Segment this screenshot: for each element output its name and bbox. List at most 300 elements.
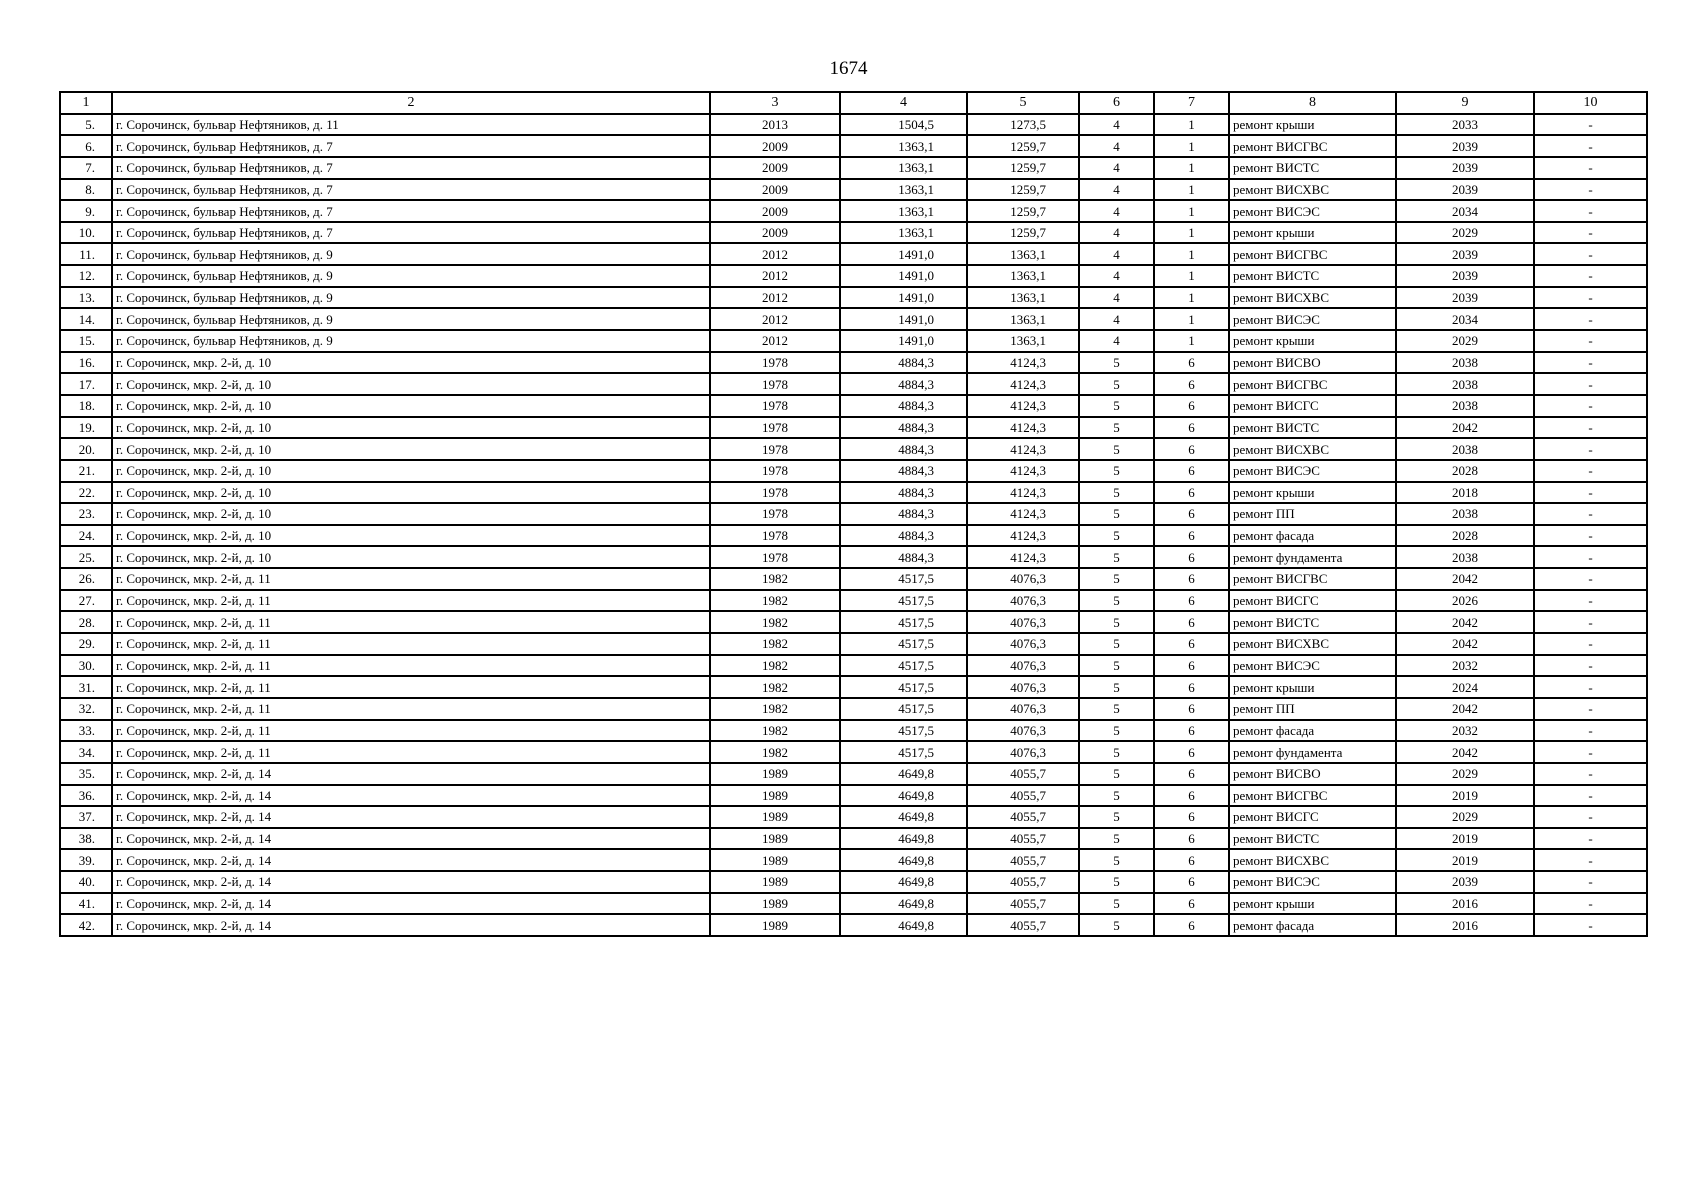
table-cell: г. Сорочинск, мкр. 2-й, д. 10 bbox=[112, 352, 710, 374]
table-cell: 5 bbox=[1079, 590, 1154, 612]
table-cell: 6 bbox=[1154, 849, 1229, 871]
table-cell: 6 bbox=[1154, 460, 1229, 482]
table-cell: 4649,8 bbox=[840, 828, 967, 850]
table-cell: 2029 bbox=[1396, 222, 1534, 244]
table-cell: 16. bbox=[60, 352, 112, 374]
table-cell: 2042 bbox=[1396, 741, 1534, 763]
table-cell: 22. bbox=[60, 482, 112, 504]
table-cell: - bbox=[1534, 373, 1647, 395]
table-cell: 6 bbox=[1154, 438, 1229, 460]
table-cell: 4 bbox=[1079, 157, 1154, 179]
table-cell: 4 bbox=[1079, 179, 1154, 201]
table-cell: - bbox=[1534, 308, 1647, 330]
table-cell: - bbox=[1534, 676, 1647, 698]
table-cell: 5 bbox=[1079, 763, 1154, 785]
table-cell: - bbox=[1534, 287, 1647, 309]
table-cell: - bbox=[1534, 763, 1647, 785]
table-cell: 6 bbox=[1154, 352, 1229, 374]
table-cell: 23. bbox=[60, 503, 112, 525]
table-row bbox=[60, 114, 1647, 136]
table-cell: 4649,8 bbox=[840, 893, 967, 915]
table-row bbox=[60, 222, 1647, 244]
table-cell: 6 bbox=[1154, 611, 1229, 633]
table-cell: 1989 bbox=[710, 806, 840, 828]
table-cell: 2018 bbox=[1396, 482, 1534, 504]
table-cell: 6 bbox=[1154, 395, 1229, 417]
table-cell: ремонт ВИСВО bbox=[1229, 763, 1396, 785]
column-header: 2 bbox=[112, 92, 710, 114]
table-cell: 2012 bbox=[710, 265, 840, 287]
table-row bbox=[60, 308, 1647, 330]
table-cell: 4517,5 bbox=[840, 720, 967, 742]
table-cell: 2019 bbox=[1396, 785, 1534, 807]
table-cell: - bbox=[1534, 265, 1647, 287]
table-cell: 4 bbox=[1079, 222, 1154, 244]
table-cell: 4055,7 bbox=[967, 763, 1079, 785]
table-cell: 6 bbox=[1154, 633, 1229, 655]
table-cell: 4124,3 bbox=[967, 352, 1079, 374]
table-cell: 6 bbox=[1154, 741, 1229, 763]
table-cell: г. Сорочинск, мкр. 2-й, д. 10 bbox=[112, 546, 710, 568]
table-cell: г. Сорочинск, мкр. 2-й, д. 10 bbox=[112, 395, 710, 417]
table-cell: 1978 bbox=[710, 438, 840, 460]
table-cell: 4884,3 bbox=[840, 546, 967, 568]
table-cell: ремонт ВИСВО bbox=[1229, 352, 1396, 374]
table-cell: г. Сорочинск, бульвар Нефтяников, д. 11 bbox=[112, 114, 710, 136]
header-row bbox=[60, 92, 1647, 114]
table-cell: 6 bbox=[1154, 806, 1229, 828]
table-cell: ремонт ВИСХВС bbox=[1229, 179, 1396, 201]
table-cell: ремонт крыши bbox=[1229, 222, 1396, 244]
table-cell: 6. bbox=[60, 135, 112, 157]
table-cell: - bbox=[1534, 655, 1647, 677]
table-cell: 1989 bbox=[710, 893, 840, 915]
table-cell: 24. bbox=[60, 525, 112, 547]
table-cell: 9. bbox=[60, 200, 112, 222]
table-row bbox=[60, 482, 1647, 504]
table-cell: ремонт ВИСТС bbox=[1229, 265, 1396, 287]
table-cell: 1989 bbox=[710, 914, 840, 936]
table-row bbox=[60, 546, 1647, 568]
table-cell: 4517,5 bbox=[840, 655, 967, 677]
table-row bbox=[60, 676, 1647, 698]
table-cell: - bbox=[1534, 720, 1647, 742]
table-cell: 2033 bbox=[1396, 114, 1534, 136]
table-cell: ремонт ПП bbox=[1229, 503, 1396, 525]
table-cell: 4649,8 bbox=[840, 914, 967, 936]
table-cell: ремонт крыши bbox=[1229, 330, 1396, 352]
column-header: 7 bbox=[1154, 92, 1229, 114]
table-cell: г. Сорочинск, бульвар Нефтяников, д. 7 bbox=[112, 179, 710, 201]
table-cell: 1491,0 bbox=[840, 287, 967, 309]
table-cell: 1978 bbox=[710, 352, 840, 374]
table-cell: 4055,7 bbox=[967, 849, 1079, 871]
table-cell: 34. bbox=[60, 741, 112, 763]
table-cell: 4884,3 bbox=[840, 395, 967, 417]
table-cell: 1491,0 bbox=[840, 243, 967, 265]
table-row bbox=[60, 633, 1647, 655]
table-cell: 6 bbox=[1154, 828, 1229, 850]
table-cell: 2026 bbox=[1396, 590, 1534, 612]
table-cell: 2012 bbox=[710, 243, 840, 265]
table-cell: 2012 bbox=[710, 308, 840, 330]
table-cell: - bbox=[1534, 741, 1647, 763]
table-cell: 33. bbox=[60, 720, 112, 742]
table-cell: 4884,3 bbox=[840, 417, 967, 439]
table-cell: 2039 bbox=[1396, 265, 1534, 287]
column-header: 8 bbox=[1229, 92, 1396, 114]
table-cell: 5 bbox=[1079, 482, 1154, 504]
table-row bbox=[60, 135, 1647, 157]
table-cell: 1273,5 bbox=[967, 114, 1079, 136]
table-cell: 2039 bbox=[1396, 179, 1534, 201]
table-row bbox=[60, 698, 1647, 720]
table-cell: 4 bbox=[1079, 114, 1154, 136]
table-cell: г. Сорочинск, бульвар Нефтяников, д. 9 bbox=[112, 243, 710, 265]
table-cell: 5 bbox=[1079, 741, 1154, 763]
column-header: 4 bbox=[840, 92, 967, 114]
table-cell: 5 bbox=[1079, 568, 1154, 590]
table-cell: г. Сорочинск, мкр. 2-й, д. 11 bbox=[112, 676, 710, 698]
table-row bbox=[60, 179, 1647, 201]
table-cell: 2009 bbox=[710, 200, 840, 222]
table-cell: - bbox=[1534, 352, 1647, 374]
table-cell: 5 bbox=[1079, 720, 1154, 742]
table-cell: ремонт ВИСЭС bbox=[1229, 655, 1396, 677]
table-row bbox=[60, 655, 1647, 677]
table-cell: 1982 bbox=[710, 720, 840, 742]
table-cell: ремонт ВИСГВС bbox=[1229, 135, 1396, 157]
table-cell: 1989 bbox=[710, 871, 840, 893]
table-cell: г. Сорочинск, мкр. 2-й, д. 14 bbox=[112, 849, 710, 871]
table-cell: 37. bbox=[60, 806, 112, 828]
table-cell: - bbox=[1534, 698, 1647, 720]
table-cell: - bbox=[1534, 828, 1647, 850]
table-cell: 31. bbox=[60, 676, 112, 698]
table-cell: - bbox=[1534, 785, 1647, 807]
table-cell: 1259,7 bbox=[967, 200, 1079, 222]
table-cell: г. Сорочинск, бульвар Нефтяников, д. 7 bbox=[112, 135, 710, 157]
table-cell: 2009 bbox=[710, 179, 840, 201]
table-cell: г. Сорочинск, бульвар Нефтяников, д. 7 bbox=[112, 157, 710, 179]
table-cell: 2034 bbox=[1396, 200, 1534, 222]
table-cell: 39. bbox=[60, 849, 112, 871]
table-cell: 12. bbox=[60, 265, 112, 287]
table-cell: 4124,3 bbox=[967, 438, 1079, 460]
table-cell: - bbox=[1534, 633, 1647, 655]
table-cell: 5 bbox=[1079, 352, 1154, 374]
table-cell: 2016 bbox=[1396, 914, 1534, 936]
table-cell: г. Сорочинск, бульвар Нефтяников, д. 9 bbox=[112, 308, 710, 330]
table-cell: 4517,5 bbox=[840, 741, 967, 763]
column-header: 5 bbox=[967, 92, 1079, 114]
table-cell: 1978 bbox=[710, 482, 840, 504]
table-cell: 2028 bbox=[1396, 460, 1534, 482]
table-cell: 4124,3 bbox=[967, 482, 1079, 504]
table-cell: г. Сорочинск, мкр. 2-й, д. 10 bbox=[112, 460, 710, 482]
table-cell: 1 bbox=[1154, 265, 1229, 287]
column-header: 6 bbox=[1079, 92, 1154, 114]
table-cell: г. Сорочинск, мкр. 2-й, д. 11 bbox=[112, 611, 710, 633]
table-cell: г. Сорочинск, мкр. 2-й, д. 10 bbox=[112, 482, 710, 504]
table-cell: 5 bbox=[1079, 438, 1154, 460]
table-cell: - bbox=[1534, 611, 1647, 633]
table-row bbox=[60, 352, 1647, 374]
table-cell: 4517,5 bbox=[840, 568, 967, 590]
table-cell: 1504,5 bbox=[840, 114, 967, 136]
table-cell: 2019 bbox=[1396, 828, 1534, 850]
table-cell: - bbox=[1534, 222, 1647, 244]
table-cell: 1978 bbox=[710, 373, 840, 395]
table-cell: 2029 bbox=[1396, 806, 1534, 828]
table-cell: 1363,1 bbox=[840, 200, 967, 222]
table-cell: г. Сорочинск, мкр. 2-й, д. 11 bbox=[112, 590, 710, 612]
table-cell: ремонт ВИСГС bbox=[1229, 395, 1396, 417]
table-cell: 1 bbox=[1154, 330, 1229, 352]
column-header: 3 bbox=[710, 92, 840, 114]
table-cell: 42. bbox=[60, 914, 112, 936]
table-cell: 4 bbox=[1079, 330, 1154, 352]
column-header: 1 bbox=[60, 92, 112, 114]
table-cell: ремонт ВИСХВС bbox=[1229, 849, 1396, 871]
table-cell: 1989 bbox=[710, 763, 840, 785]
table-cell: г. Сорочинск, мкр. 2-й, д. 11 bbox=[112, 568, 710, 590]
table-cell: 1259,7 bbox=[967, 157, 1079, 179]
table-cell: 1363,1 bbox=[967, 330, 1079, 352]
table-cell: 4517,5 bbox=[840, 611, 967, 633]
table-cell: ремонт ВИСГВС bbox=[1229, 243, 1396, 265]
table-cell: 1989 bbox=[710, 785, 840, 807]
table-cell: 38. bbox=[60, 828, 112, 850]
table-cell: ремонт фундамента bbox=[1229, 741, 1396, 763]
table-cell: 5 bbox=[1079, 849, 1154, 871]
table-cell: 10. bbox=[60, 222, 112, 244]
table-cell: 17. bbox=[60, 373, 112, 395]
table-row bbox=[60, 568, 1647, 590]
table-cell: 1978 bbox=[710, 395, 840, 417]
table-cell: 4124,3 bbox=[967, 525, 1079, 547]
table-cell: г. Сорочинск, мкр. 2-й, д. 14 bbox=[112, 785, 710, 807]
table-cell: 20. bbox=[60, 438, 112, 460]
table-cell: 6 bbox=[1154, 720, 1229, 742]
table-cell: 26. bbox=[60, 568, 112, 590]
table-cell: г. Сорочинск, бульвар Нефтяников, д. 7 bbox=[112, 200, 710, 222]
table-row bbox=[60, 200, 1647, 222]
table-cell: 6 bbox=[1154, 785, 1229, 807]
table-row bbox=[60, 871, 1647, 893]
table-cell: г. Сорочинск, мкр. 2-й, д. 14 bbox=[112, 763, 710, 785]
table-cell: - bbox=[1534, 395, 1647, 417]
table-cell: 1363,1 bbox=[840, 135, 967, 157]
table-cell: 5 bbox=[1079, 503, 1154, 525]
table-cell: 4076,3 bbox=[967, 698, 1079, 720]
table-cell: г. Сорочинск, бульвар Нефтяников, д. 9 bbox=[112, 287, 710, 309]
table-cell: 4076,3 bbox=[967, 741, 1079, 763]
table-cell: ремонт ВИСХВС bbox=[1229, 287, 1396, 309]
table-row bbox=[60, 893, 1647, 915]
table-cell: - bbox=[1534, 503, 1647, 525]
table-cell: 6 bbox=[1154, 503, 1229, 525]
column-header: 9 bbox=[1396, 92, 1534, 114]
table-cell: 2032 bbox=[1396, 655, 1534, 677]
table-cell: 4055,7 bbox=[967, 871, 1079, 893]
table-cell: - bbox=[1534, 871, 1647, 893]
table-row bbox=[60, 503, 1647, 525]
table-cell: 1259,7 bbox=[967, 222, 1079, 244]
table-cell: 1491,0 bbox=[840, 308, 967, 330]
table-row bbox=[60, 828, 1647, 850]
table-row bbox=[60, 395, 1647, 417]
table-cell: 4055,7 bbox=[967, 806, 1079, 828]
table-row bbox=[60, 785, 1647, 807]
table-cell: 5 bbox=[1079, 373, 1154, 395]
table-row bbox=[60, 741, 1647, 763]
table-cell: 5 bbox=[1079, 417, 1154, 439]
table-cell: 1978 bbox=[710, 460, 840, 482]
table-cell: 6 bbox=[1154, 676, 1229, 698]
table-cell: ремонт ВИСХВС bbox=[1229, 633, 1396, 655]
table-cell: - bbox=[1534, 417, 1647, 439]
table-cell: ремонт фасада bbox=[1229, 720, 1396, 742]
table-cell: 2038 bbox=[1396, 352, 1534, 374]
table-cell: 4649,8 bbox=[840, 871, 967, 893]
table-cell: ремонт крыши bbox=[1229, 114, 1396, 136]
table-cell: 25. bbox=[60, 546, 112, 568]
table-cell: 27. bbox=[60, 590, 112, 612]
table-cell: 1989 bbox=[710, 849, 840, 871]
table-cell: - bbox=[1534, 438, 1647, 460]
table-cell: 4884,3 bbox=[840, 460, 967, 482]
table-cell: г. Сорочинск, мкр. 2-й, д. 10 bbox=[112, 503, 710, 525]
table-cell: 6 bbox=[1154, 698, 1229, 720]
table-cell: 5 bbox=[1079, 395, 1154, 417]
table-cell: 4517,5 bbox=[840, 698, 967, 720]
table-row bbox=[60, 460, 1647, 482]
table-row bbox=[60, 720, 1647, 742]
table-cell: 1982 bbox=[710, 698, 840, 720]
table-cell: 5 bbox=[1079, 914, 1154, 936]
table-cell: ремонт ВИСХВС bbox=[1229, 438, 1396, 460]
table-cell: 2019 bbox=[1396, 849, 1534, 871]
table-cell: ремонт фундамента bbox=[1229, 546, 1396, 568]
table-cell: - bbox=[1534, 157, 1647, 179]
table-cell: 4 bbox=[1079, 135, 1154, 157]
table-cell: - bbox=[1534, 179, 1647, 201]
table-cell: ремонт фасада bbox=[1229, 525, 1396, 547]
table-cell: - bbox=[1534, 914, 1647, 936]
table-cell: 5 bbox=[1079, 871, 1154, 893]
table-cell: 1978 bbox=[710, 525, 840, 547]
table-cell: ремонт ВИСТС bbox=[1229, 417, 1396, 439]
table-cell: 1363,1 bbox=[840, 179, 967, 201]
table-cell: 1 bbox=[1154, 135, 1229, 157]
table-cell: 2012 bbox=[710, 330, 840, 352]
table-cell: 2039 bbox=[1396, 287, 1534, 309]
table-cell: 6 bbox=[1154, 893, 1229, 915]
table-cell: 4124,3 bbox=[967, 503, 1079, 525]
table-row bbox=[60, 590, 1647, 612]
table-cell: - bbox=[1534, 114, 1647, 136]
table-cell: 5 bbox=[1079, 676, 1154, 698]
table-cell: ремонт ВИСЭС bbox=[1229, 200, 1396, 222]
table-cell: 6 bbox=[1154, 914, 1229, 936]
table-cell: 2009 bbox=[710, 157, 840, 179]
table-cell: 2042 bbox=[1396, 568, 1534, 590]
table-cell: 32. bbox=[60, 698, 112, 720]
table-cell: 1259,7 bbox=[967, 135, 1079, 157]
table-cell: 5 bbox=[1079, 633, 1154, 655]
table-cell: 4 bbox=[1079, 243, 1154, 265]
column-header: 10 bbox=[1534, 92, 1647, 114]
table-cell: - bbox=[1534, 546, 1647, 568]
table-cell: ремонт ВИСЭС bbox=[1229, 871, 1396, 893]
table-cell: ремонт ВИСГС bbox=[1229, 590, 1396, 612]
table-cell: 2042 bbox=[1396, 417, 1534, 439]
table-cell: 4124,3 bbox=[967, 417, 1079, 439]
table-cell: 1363,1 bbox=[967, 265, 1079, 287]
table-cell: 1363,1 bbox=[967, 287, 1079, 309]
table-cell: - bbox=[1534, 330, 1647, 352]
table-cell: 1 bbox=[1154, 157, 1229, 179]
table-cell: 7. bbox=[60, 157, 112, 179]
table-cell: 4649,8 bbox=[840, 763, 967, 785]
table-cell: 1978 bbox=[710, 417, 840, 439]
table-cell: 1259,7 bbox=[967, 179, 1079, 201]
table-cell: 11. bbox=[60, 243, 112, 265]
table-cell: 6 bbox=[1154, 590, 1229, 612]
table-cell: 5 bbox=[1079, 460, 1154, 482]
table-cell: г. Сорочинск, мкр. 2-й, д. 14 bbox=[112, 806, 710, 828]
table-cell: 4055,7 bbox=[967, 914, 1079, 936]
table-cell: 2016 bbox=[1396, 893, 1534, 915]
table-cell: 4 bbox=[1079, 265, 1154, 287]
table-cell: 4124,3 bbox=[967, 460, 1079, 482]
table-cell: г. Сорочинск, мкр. 2-й, д. 10 bbox=[112, 417, 710, 439]
table-cell: ремонт ВИСГВС bbox=[1229, 785, 1396, 807]
table-cell: - bbox=[1534, 460, 1647, 482]
table-cell: 4649,8 bbox=[840, 806, 967, 828]
table-cell: 2039 bbox=[1396, 243, 1534, 265]
table-cell: г. Сорочинск, мкр. 2-й, д. 11 bbox=[112, 720, 710, 742]
table-cell: 2039 bbox=[1396, 871, 1534, 893]
table-cell: 2034 bbox=[1396, 308, 1534, 330]
table-cell: ремонт фасада bbox=[1229, 914, 1396, 936]
table-cell: 2038 bbox=[1396, 438, 1534, 460]
table-cell: г. Сорочинск, мкр. 2-й, д. 11 bbox=[112, 698, 710, 720]
table-cell: ремонт крыши bbox=[1229, 482, 1396, 504]
page-number: 1674 bbox=[829, 58, 868, 79]
table-cell: ремонт крыши bbox=[1229, 893, 1396, 915]
table-cell: 2024 bbox=[1396, 676, 1534, 698]
table-cell: 4884,3 bbox=[840, 352, 967, 374]
table-cell: - bbox=[1534, 590, 1647, 612]
table-cell: 13. bbox=[60, 287, 112, 309]
table-cell: 8. bbox=[60, 179, 112, 201]
table-cell: 1 bbox=[1154, 200, 1229, 222]
table-cell: г. Сорочинск, бульвар Нефтяников, д. 9 bbox=[112, 330, 710, 352]
table-cell: 5 bbox=[1079, 828, 1154, 850]
table-cell: 4884,3 bbox=[840, 525, 967, 547]
table-cell: - bbox=[1534, 806, 1647, 828]
table-cell: 1978 bbox=[710, 503, 840, 525]
table-cell: 1 bbox=[1154, 222, 1229, 244]
table-cell: ремонт крыши bbox=[1229, 676, 1396, 698]
table-cell: 1982 bbox=[710, 611, 840, 633]
table-cell: ремонт ВИСТС bbox=[1229, 828, 1396, 850]
table-cell: 4076,3 bbox=[967, 590, 1079, 612]
table-cell: 2038 bbox=[1396, 503, 1534, 525]
table-cell: 6 bbox=[1154, 546, 1229, 568]
